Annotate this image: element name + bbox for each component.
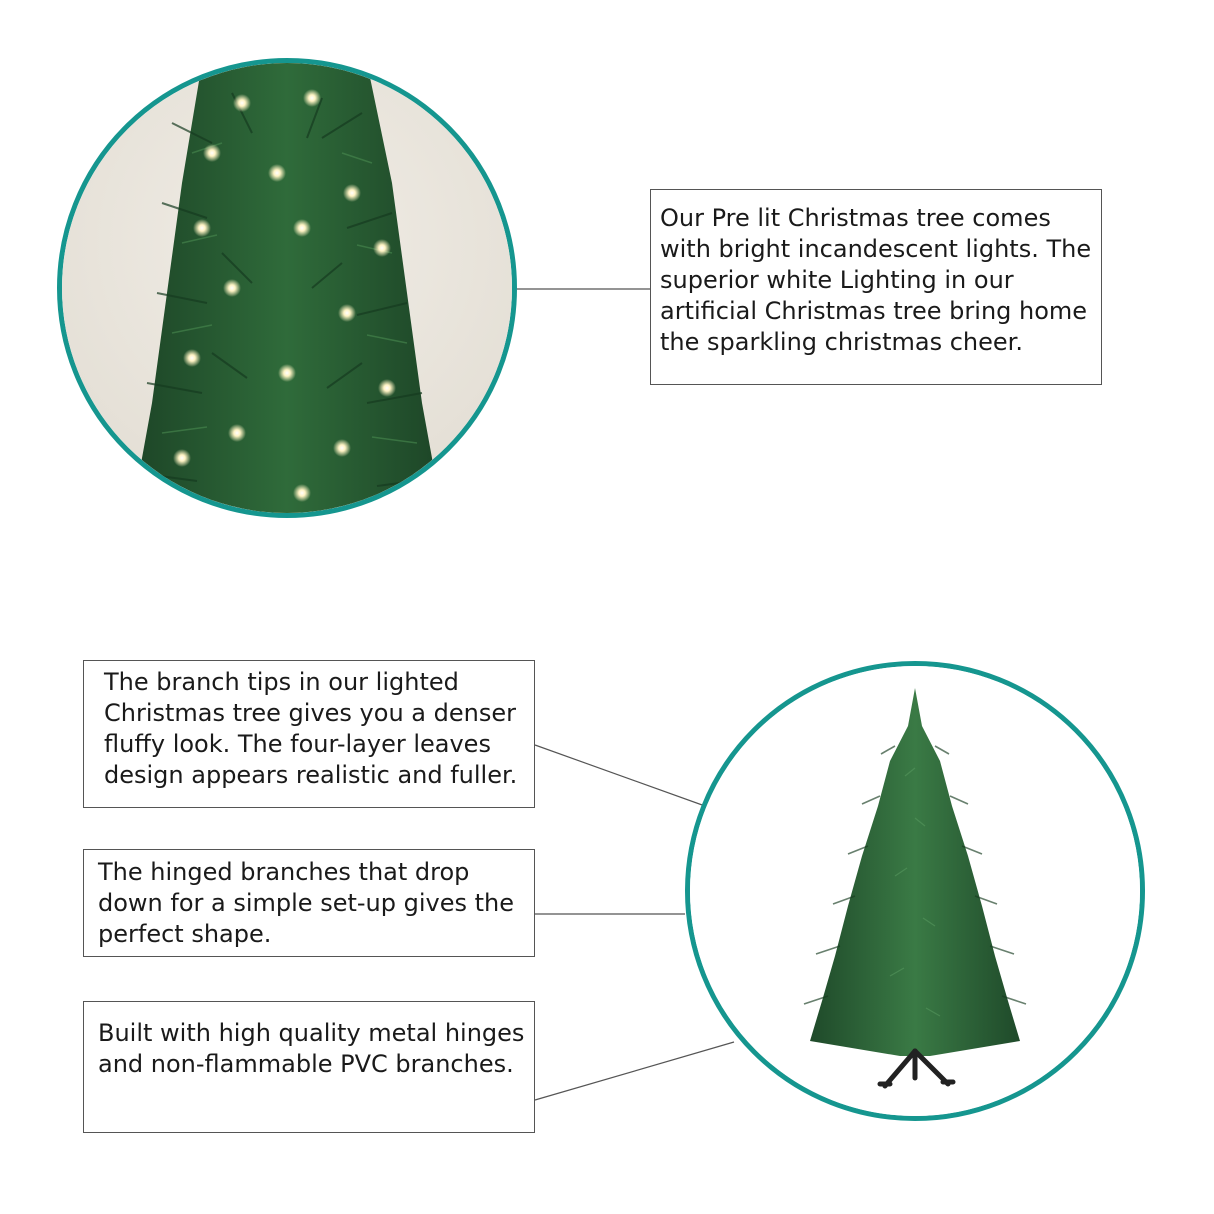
callout-text-lights: Our Pre lit Christmas tree comes with bright incandescent lights. The superior white Lighting in our artificial Christmas tree bring home the sparkling christmas cheer. [660,204,1092,356]
leader-line-metal [535,1042,734,1100]
callout-text-metal: Built with high quality metal hinges and non-flammable PVC branches. [98,1019,525,1078]
full-tree-illustration [690,666,1140,1116]
lit-tree-closeup-image [57,58,517,518]
callout-box-metal [83,1001,535,1133]
callout-text-hinged: The hinged branches that drop down for a simple set-up gives the perfect shape. [98,858,515,948]
callout-box-hinged [83,849,535,957]
callout-text-tips: The branch tips in our lighted Christmas tree gives you a denser fluffy look. The four-layer leaves design appears realistic and fuller. [104,668,518,789]
leader-line-tips [535,745,705,806]
callout-box-lights [650,189,1102,385]
callout-box-tips [83,660,535,808]
full-tree-image [685,661,1145,1121]
lit-tree-illustration [62,63,512,513]
